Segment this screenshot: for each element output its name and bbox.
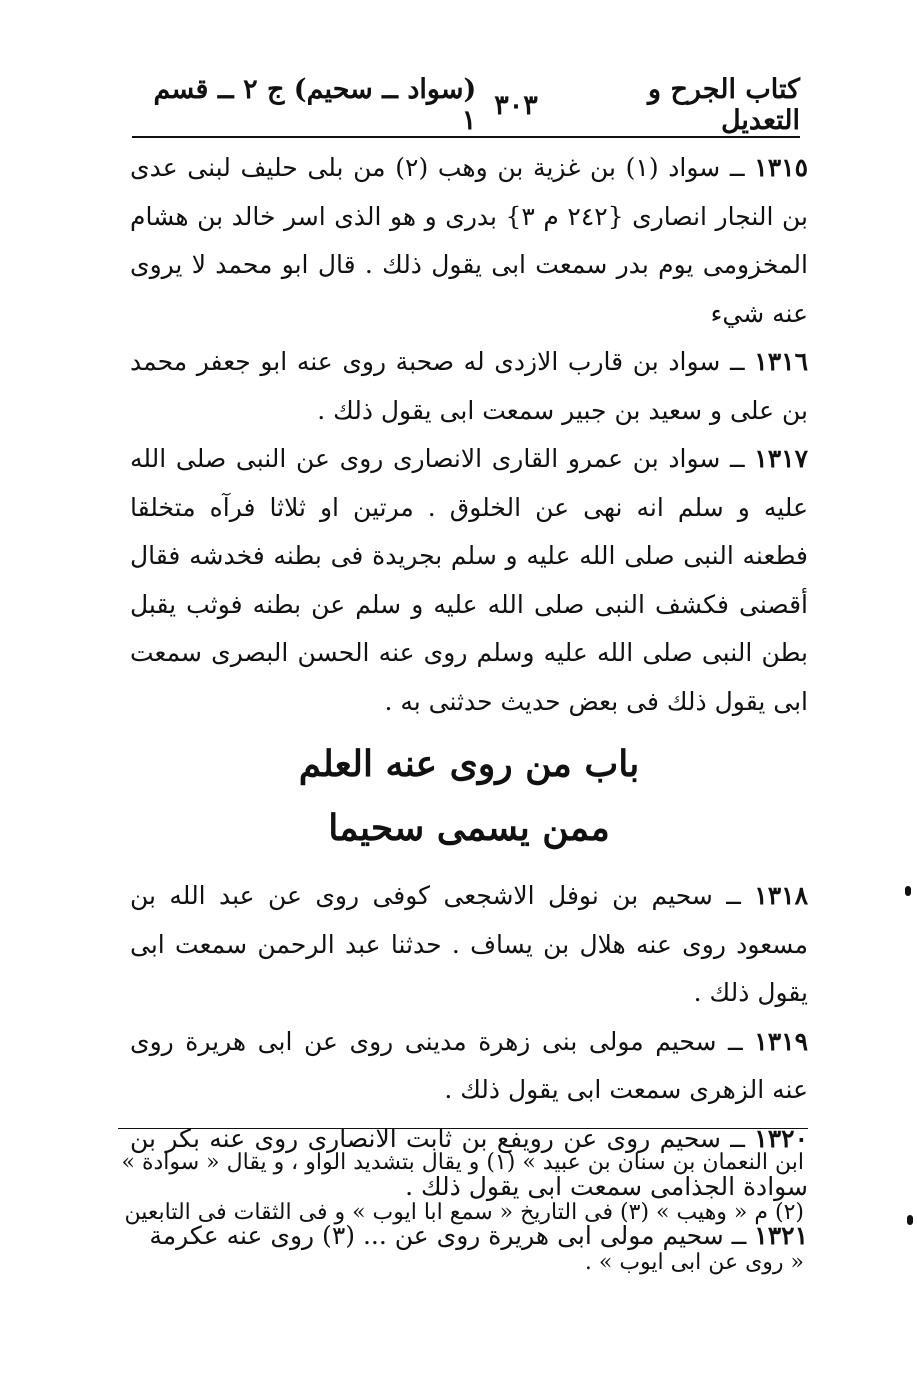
entry-1318: [130, 872, 808, 1018]
entry-1319: [130, 1018, 808, 1115]
entry-1316: [130, 338, 808, 435]
entry-text: ــ سحيم مولى ابى هريرة روى عن ... (٣) روى عنه عكرمة: [149, 1220, 747, 1250]
entry-text: ــ سواد بن عمرو القارى الانصارى روى عن النبى صلى الله عليه و سلم انه نهى عن الخلوق . مرتين او ثلاثا فرآه متخلقا فطعنه النبى صلى الله عليه و سلم بجريدة فى بطنه فخدشه فقال أقصنى فكشف النبى صلى الله عليه و سلم عن بطنه فوثب يقبل بطن النبى صلى الله عليه وسلم روى عنه الحسن البصرى سمعت ابى يقول ذلك فى بعض حديث حدثنى به .: [130, 444, 808, 716]
entry-number: ١٣١٩: [754, 1026, 808, 1056]
page-number: ٣٠٣: [494, 89, 538, 121]
footnote-line: « روى عن ابى ايوب » .: [584, 1250, 804, 1275]
footnote-divider: [118, 1128, 808, 1129]
footnotes: [120, 1138, 804, 1288]
book-title: كتاب الجرح و التعديل: [648, 74, 800, 136]
entry-text: ــ سحيم روى عن رويفع بن ثابت الانصارى روى عنه بكر بن سوادة الجذامى سمعت ابى يقول ذلك .: [130, 1123, 808, 1201]
entry-number: ١٣١٧: [754, 444, 808, 473]
chapter-heading-line-2: ممن يسمى سحيما: [328, 807, 610, 849]
entry-number: ١٣٢١: [754, 1220, 808, 1250]
header-divider: [132, 136, 800, 138]
entry-1315: [130, 144, 808, 338]
entry-number: ١٣١٨: [754, 881, 808, 910]
chapter-heading-line-1: باب من روى عنه العلم: [298, 743, 640, 785]
chapter-heading: [130, 726, 808, 872]
footnote-line: ابن النعمان بن سنان بن عبيد » (١) و يقال بتشديد الواو ، و يقال « سوادة »: [121, 1150, 804, 1175]
entry-number: ١٣١٥: [754, 153, 808, 182]
entry-1317: [130, 435, 808, 726]
margin-mark: [907, 1215, 913, 1225]
main-text: [130, 144, 808, 1260]
entry-number: ١٣٢٠: [754, 1123, 809, 1153]
margin-mark: [905, 886, 911, 896]
entry-text: ــ سواد بن قارب الازدى له صحبة روى عنه ابو جعفر محمد بن على و سعيد بن جبير سمعت ابى يقول ذلك .: [130, 347, 808, 425]
entry-text: ــ سحيم مولى بنى زهرة مدينى روى عن ابى هريرة روى عنه الزهرى سمعت ابى يقول ذلك .: [130, 1026, 808, 1104]
running-head: [150, 74, 800, 136]
entries-before-heading: [130, 144, 808, 726]
footnote-line: (٢) م « وهيب » (٣) فى التاريخ « سمع ابا ايوب » و فى الثقات فى التابعين: [124, 1200, 804, 1225]
section-info: (سواد ــ سحيم) ج ٢ ــ قسم ١: [153, 74, 477, 136]
entry-number: ١٣١٦: [754, 347, 809, 376]
entry-text: ــ سواد (١) بن غزية بن وهب (٢) من بلى حليف لبنى عدى بن النجار انصارى {٢٤٢ م ٣} بدرى و هو الذى اسر خالد بن هشام المخزومى يوم بدر سمعت ابى يقول ذلك . قال ابو محمد لا يروى عنه شيء: [130, 153, 808, 328]
entry-text: ــ سحيم بن نوفل الاشجعى كوفى روى عن عبد الله بن مسعود روى عنه هلال بن يساف . حدثنا عبد الرحمن سمعت ابى يقول ذلك .: [130, 881, 808, 1007]
